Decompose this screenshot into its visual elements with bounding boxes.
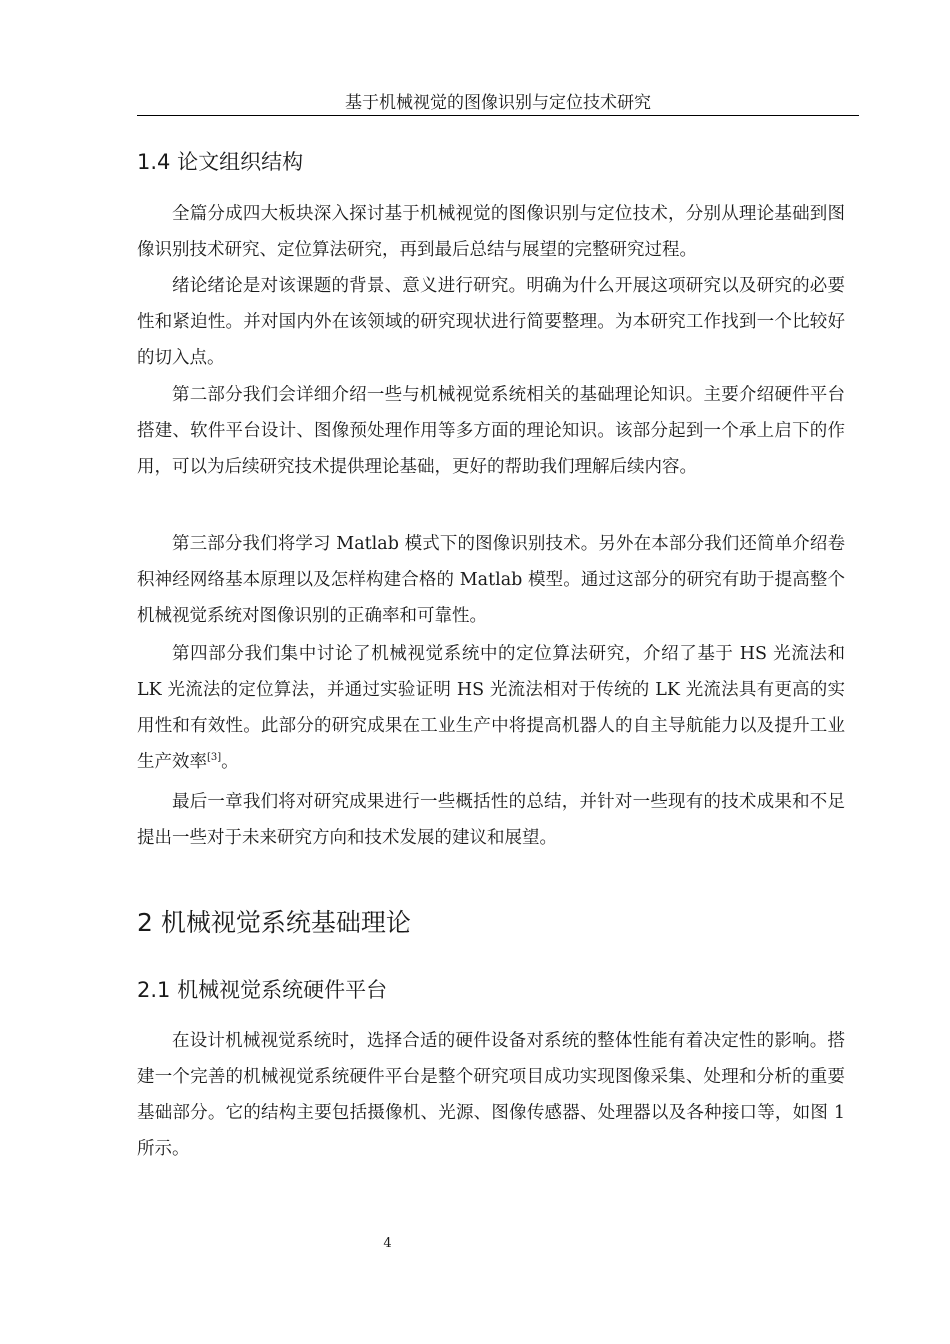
paragraph-part-four bbox=[137, 636, 845, 780]
paragraph-part-two: 第二部分我们会详细介绍一些与机械视觉系统相关的基础理论知识。主要介绍硬件平台搭建、软件平台设计、图像预处理作用等多方面的理论知识。该部分起到一个承上启下的作用，可以为后续研究技术提供理论基础，更好的帮助我们理解后续内容。 bbox=[137, 385, 845, 477]
section-heading-2-1: 2.1 机械视觉系统硬件平台 bbox=[137, 978, 388, 1002]
paragraph-conclusion: 最后一章我们将对研究成果进行一些概括性的总结，并针对一些现有的技术成果和不足提出一些对于未来研究方向和技术发展的建议和展望。 bbox=[137, 792, 845, 848]
paragraph-introduction: 绪论绪论是对该课题的背景、意义进行研究。明确为什么开展这项研究以及研究的必要性和紧迫性。并对国内外在该领域的研究现状进行简要整理。为本研究工作找到一个比较好的切入点。 bbox=[137, 276, 845, 368]
paragraph-overview: 全篇分成四大板块深入探讨基于机械视觉的图像识别与定位技术，分别从理论基础到图像识别技术研究、定位算法研究，再到最后总结与展望的完整研究过程。 bbox=[137, 204, 845, 260]
paragraph-part-four-text: 第四部分我们集中讨论了机械视觉系统中的定位算法研究，介绍了基于 HS 光流法和 LK 光流法的定位算法，并通过实验证明 HS 光流法相对于传统的 LK 光流法具有更高的实用性和有效性。此部分的研究成果在工业生产中将提高机器人的自主导航能力以及提升工业生产效率 bbox=[137, 644, 845, 772]
paragraph-part-four-end: 。 bbox=[221, 752, 239, 772]
chapter-heading-2: 2 机械视觉系统基础理论 bbox=[137, 908, 411, 937]
running-header: 基于机械视觉的图像识别与定位技术研究 bbox=[137, 92, 859, 116]
citation-reference: [3] bbox=[207, 752, 222, 764]
section-heading-1-4: 1.4 论文组织结构 bbox=[137, 150, 304, 174]
page-number: 4 bbox=[383, 1236, 392, 1251]
paragraph-part-three: 第三部分我们将学习 Matlab 模式下的图像识别技术。另外在本部分我们还简单介绍卷积神经网络基本原理以及怎样构建合格的 Matlab 模型。通过这部分的研究有助于提高整个机械视觉系统对图像识别的正确率和可靠性。 bbox=[137, 534, 845, 626]
paragraph-hardware-platform: 在设计机械视觉系统时，选择合适的硬件设备对系统的整体性能有着决定性的影响。搭建一个完善的机械视觉系统硬件平台是整个研究项目成功实现图像采集、处理和分析的重要基础部分。它的结构主要包括摄像机、光源、图像传感器、处理器以及各种接口等，如图 1 所示。 bbox=[137, 1031, 845, 1159]
